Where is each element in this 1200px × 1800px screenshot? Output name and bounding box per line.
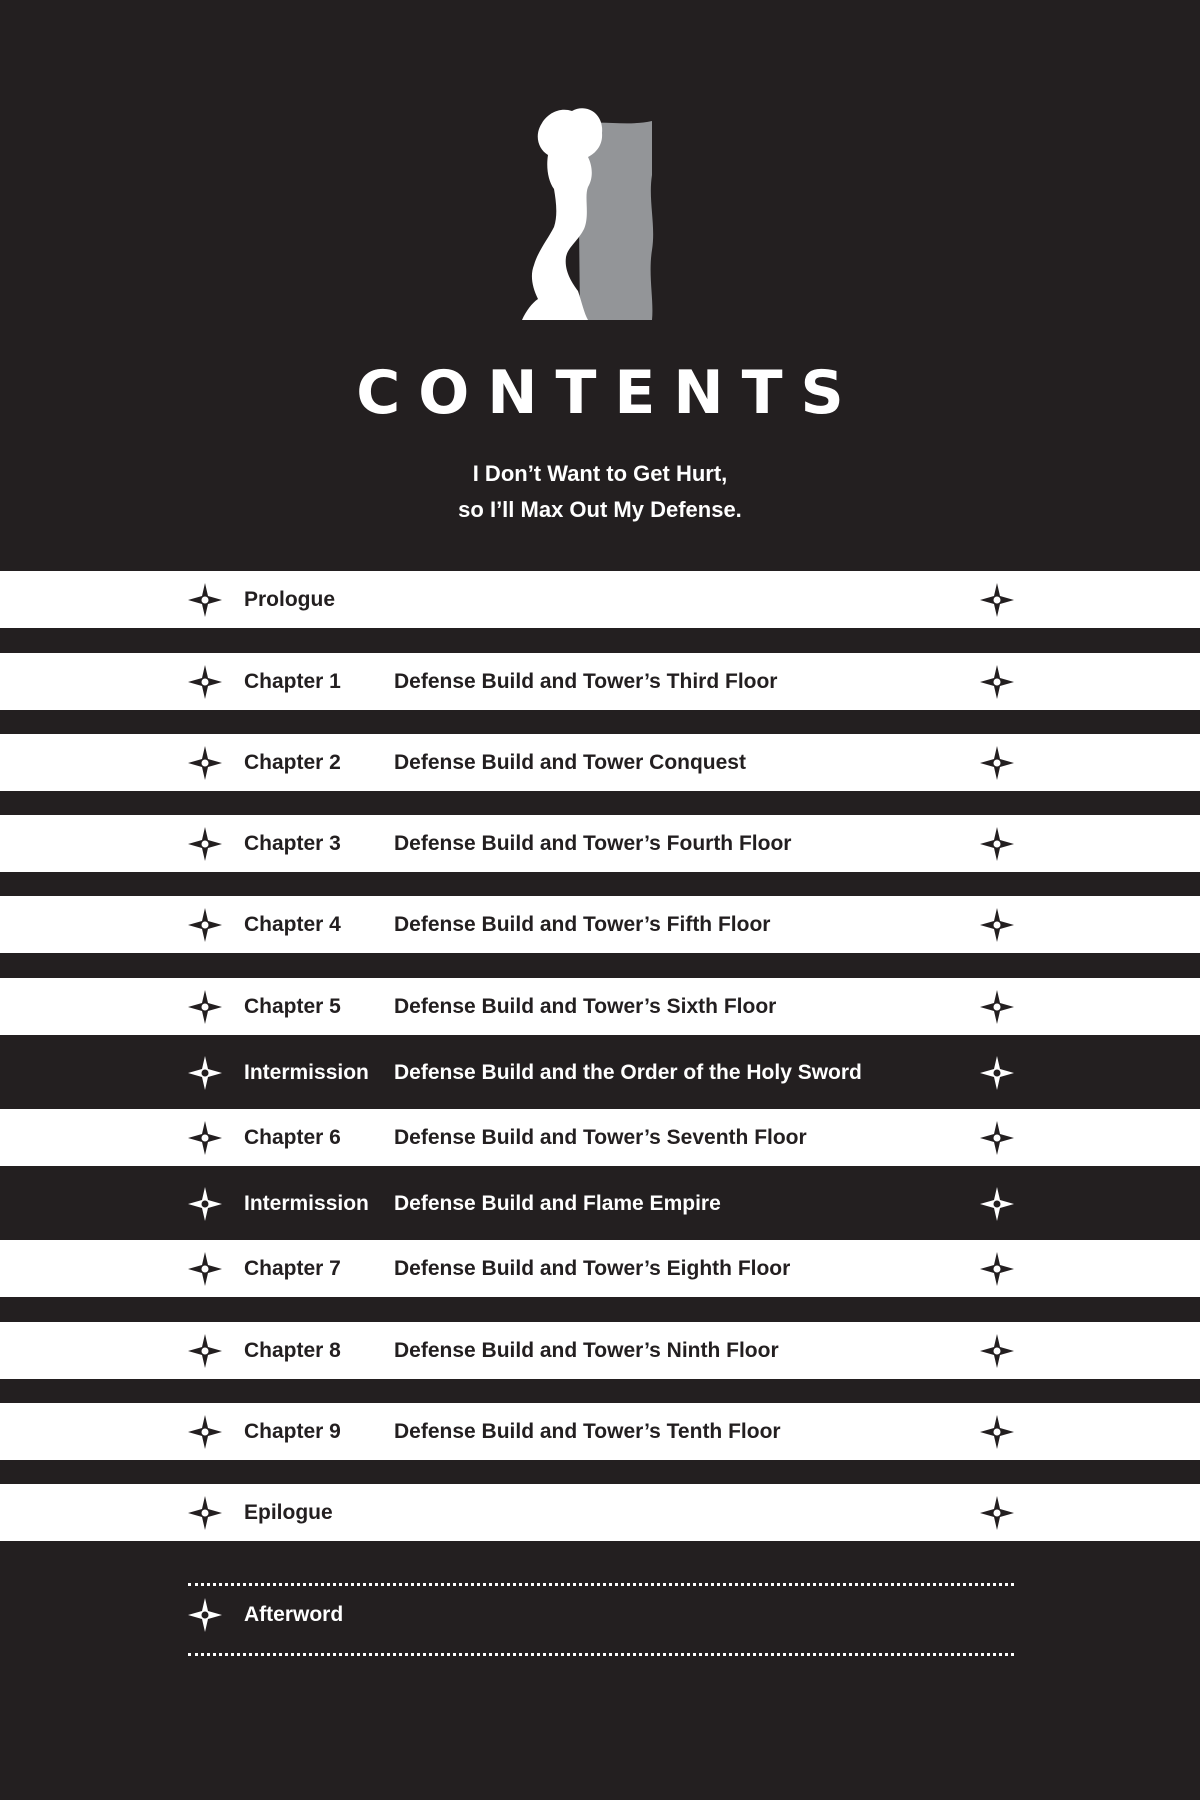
toc-entry-label: Epilogue (244, 1500, 333, 1524)
four-point-star-ornament-icon (980, 1415, 1014, 1449)
four-point-star-ornament-icon (980, 1334, 1014, 1368)
toc-entry[interactable] (0, 1322, 1200, 1379)
toc-entry[interactable] (0, 1403, 1200, 1460)
four-point-star-ornament-icon (188, 990, 222, 1024)
four-point-star-ornament-icon (188, 908, 222, 942)
toc-entry[interactable] (0, 815, 1200, 872)
toc-entry-afterword[interactable] (0, 1590, 1200, 1640)
four-point-star-ornament-icon (980, 665, 1014, 699)
four-point-star-ornament-icon (188, 1496, 222, 1530)
four-point-star-ornament-icon (188, 1415, 222, 1449)
toc-entry-label: Chapter 5 (244, 994, 341, 1018)
four-point-star-ornament-icon (188, 1187, 222, 1221)
toc-entry[interactable] (0, 571, 1200, 628)
toc-entry-title: Defense Build and Tower’s Tenth Floor (394, 1419, 781, 1443)
toc-entry-label: Intermission (244, 1061, 369, 1084)
afterword-bottom-divider (188, 1653, 1014, 1656)
toc-entry-title: Defense Build and Tower’s Fifth Floor (394, 912, 771, 936)
four-point-star-ornament-icon (188, 1121, 222, 1155)
toc-entry-title: Defense Build and Tower’s Sixth Floor (394, 994, 777, 1018)
toc-entry-label: Chapter 1 (244, 669, 341, 693)
four-point-star-ornament-icon (188, 1334, 222, 1368)
four-point-star-ornament-icon (980, 1252, 1014, 1286)
toc-entry-title: Defense Build and Tower Conquest (394, 750, 746, 774)
four-point-star-ornament-icon (980, 990, 1014, 1024)
toc-entry[interactable] (0, 734, 1200, 791)
toc-entry-title: Defense Build and Tower’s Eighth Floor (394, 1256, 791, 1280)
subtitle-line-2: so I’ll Max Out My Defense. (458, 497, 742, 522)
toc-entry-title: Defense Build and Tower’s Third Floor (394, 669, 778, 693)
four-point-star-ornament-icon (980, 583, 1014, 617)
four-point-star-ornament-icon (188, 746, 222, 780)
toc-entry[interactable] (0, 896, 1200, 953)
toc-entry[interactable] (0, 653, 1200, 710)
toc-entry[interactable] (0, 978, 1200, 1035)
four-point-star-ornament-icon (188, 1598, 222, 1632)
toc-entry-title: Defense Build and Tower’s Seventh Floor (394, 1125, 807, 1149)
four-point-star-ornament-icon (980, 746, 1014, 780)
subtitle-line-1: I Don’t Want to Get Hurt, (472, 461, 728, 486)
toc-entry[interactable] (0, 1037, 1200, 1109)
book-subtitle (0, 456, 1200, 528)
toc-entry-title: Defense Build and Tower’s Fourth Floor (394, 831, 792, 855)
toc-entry-label: Chapter 3 (244, 831, 341, 855)
toc-entry-label: Intermission (244, 1192, 369, 1215)
toc-entry[interactable] (0, 1484, 1200, 1541)
toc-entry-label: Chapter 7 (244, 1256, 341, 1280)
toc-entry-label: Prologue (244, 587, 336, 611)
four-point-star-ornament-icon (188, 583, 222, 617)
toc-entry[interactable] (0, 1240, 1200, 1297)
silhouette-banner-emblem (520, 105, 670, 325)
toc-entry-label: Chapter 8 (244, 1338, 341, 1362)
toc-entry-title: Defense Build and Tower’s Ninth Floor (394, 1338, 779, 1362)
afterword-top-divider (188, 1583, 1014, 1586)
page-title: CONTENTS (356, 358, 862, 428)
toc-entry-label: Afterword (244, 1603, 344, 1626)
toc-entry-label: Chapter 6 (244, 1125, 341, 1149)
toc-entry-title: Defense Build and Flame Empire (394, 1192, 721, 1215)
four-point-star-ornament-icon (980, 1056, 1014, 1090)
four-point-star-ornament-icon (188, 827, 222, 861)
toc-entry-label: Chapter 2 (244, 750, 341, 774)
four-point-star-ornament-icon (188, 665, 222, 699)
toc-entry-label: Chapter 4 (244, 912, 341, 936)
four-point-star-ornament-icon (980, 1187, 1014, 1221)
toc-entry-title: Defense Build and the Order of the Holy Sword (394, 1061, 862, 1084)
four-point-star-ornament-icon (980, 1121, 1014, 1155)
four-point-star-ornament-icon (980, 827, 1014, 861)
four-point-star-ornament-icon (188, 1056, 222, 1090)
toc-entry[interactable] (0, 1168, 1200, 1240)
toc-entry-label: Chapter 9 (244, 1419, 341, 1443)
four-point-star-ornament-icon (980, 1496, 1014, 1530)
four-point-star-ornament-icon (188, 1252, 222, 1286)
toc-entry[interactable] (0, 1109, 1200, 1166)
four-point-star-ornament-icon (980, 908, 1014, 942)
